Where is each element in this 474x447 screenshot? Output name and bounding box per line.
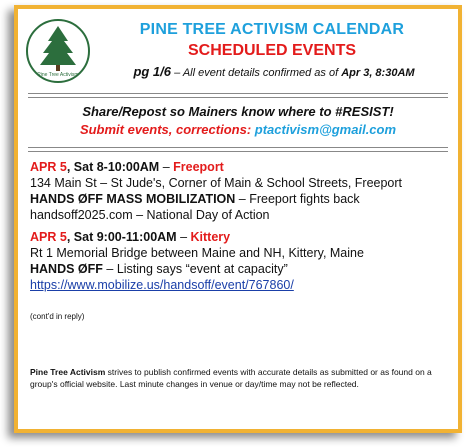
pine-tree-logo [26, 19, 90, 83]
event-time: , Sat 9:00-11:00AM [66, 230, 177, 244]
event-heading [30, 229, 454, 245]
confirm-text: – All event details confirmed as of [171, 67, 342, 79]
divider [28, 151, 448, 152]
divider [28, 93, 448, 94]
pine-tree-icon [28, 21, 88, 81]
event-town: Kittery [190, 230, 231, 244]
continued-note: (cont'd in reply) [30, 312, 85, 321]
divider [28, 147, 448, 148]
event-title-line [30, 261, 454, 277]
event-time: , Sat 8-10:00AM [66, 160, 160, 174]
page-info [90, 64, 458, 79]
event-name-suffix: – Freeport fights back [235, 192, 360, 206]
event-link[interactable]: https://www.mobilize.us/handsoff/event/767860/ [30, 278, 294, 292]
logo-text: Pine Tree Activism [37, 72, 79, 78]
event-freeport [30, 159, 454, 223]
event-location: 134 Main St – St Jude's, Corner of Main & School Streets, Freeport [30, 176, 403, 190]
event-name: HANDS ØFF [30, 262, 103, 276]
event-town: Freeport [173, 160, 224, 174]
share-line: Share/Repost so Mainers know where to #RESIST! [82, 104, 394, 119]
event-name-suffix: – Listing says “event at capacity” [102, 262, 288, 276]
submit-line [18, 122, 458, 137]
calendar-card [14, 5, 462, 433]
disclaimer-text: strives to publish confirmed events with accurate details as submitted or as found on a group's official website. Last minute changes in venue or day/time may not be reflected. [30, 367, 432, 389]
page-subtitle: SCHEDULED EVENTS [187, 42, 357, 59]
event-kittery [30, 229, 454, 293]
event-sep: – [159, 160, 174, 174]
submit-prefix: Submit events, corrections: [79, 122, 255, 137]
event-date: APR 5 [30, 230, 67, 244]
event-title-line [30, 191, 454, 207]
event-sep: – [176, 230, 191, 244]
disclaimer [30, 366, 446, 390]
event-name: HANDS ØFF MASS MOBILIZATION [30, 192, 236, 206]
page-number: pg 1/6 [133, 64, 172, 79]
event-date: APR 5 [30, 160, 67, 174]
page-title: PINE TREE ACTIVISM CALENDAR [139, 21, 405, 38]
disclaimer-org: Pine Tree Activism [30, 367, 106, 377]
confirm-date: Apr 3, 8:30AM [341, 67, 415, 79]
contact-email[interactable]: ptactivism@gmail.com [254, 122, 397, 137]
divider [28, 97, 448, 98]
event-detail: handsoff2025.com – National Day of Action [30, 208, 270, 222]
event-location: Rt 1 Memorial Bridge between Maine and NH, Kittery, Maine [30, 246, 364, 260]
event-heading [30, 159, 454, 175]
